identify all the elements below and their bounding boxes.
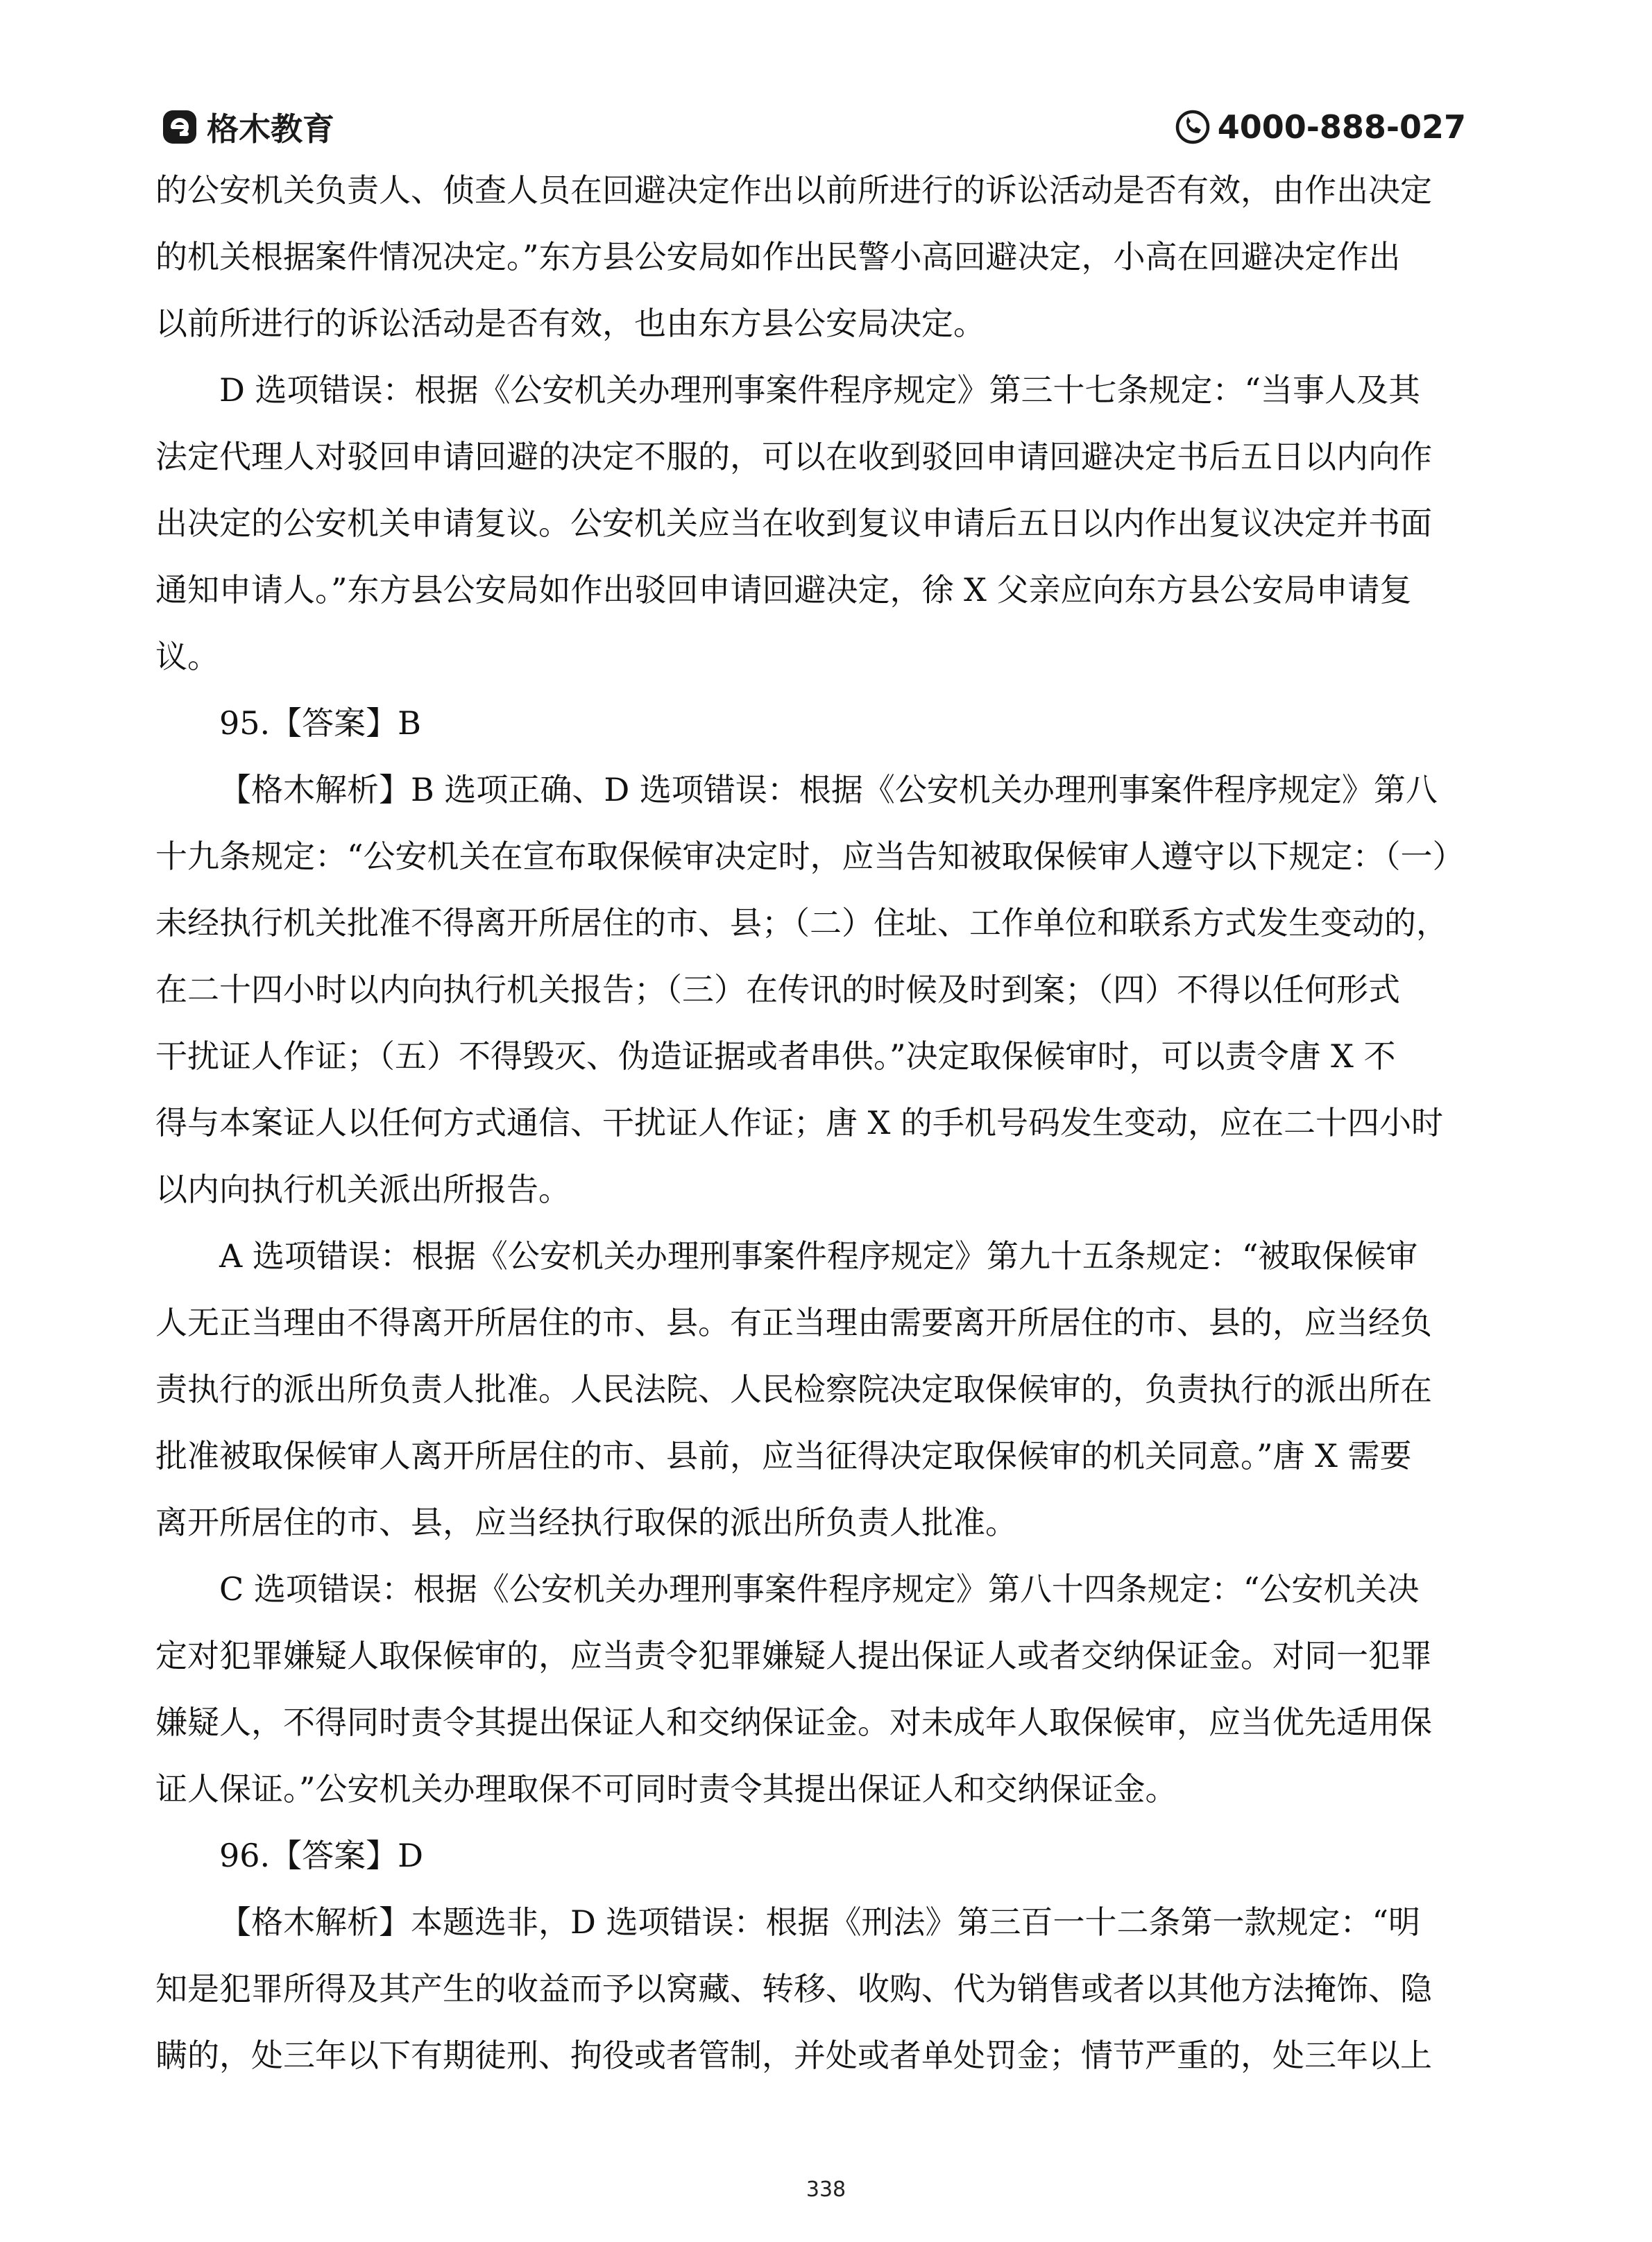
text-line: 【格木解析】B 选项正确、D 选项错误：根据《公安机关办理刑事案件程序规定》第八 xyxy=(219,771,1438,808)
text-line: 议。 xyxy=(155,638,219,675)
text-line: 干扰证人作证；（五）不得毁灭、伪造证据或者串供。”决定取保候审时，可以责令唐 X 不 xyxy=(155,1037,1396,1075)
text-line: 十九条规定：“公安机关在宣布取保候审决定时，应当告知被取保候审人遵守以下规定：（一） xyxy=(155,838,1465,875)
text-line: 责执行的派出所负责人批准。人民法院、人民检察院决定取保候审的，负责执行的派出所在 xyxy=(155,1370,1432,1408)
page-number: 338 xyxy=(806,2177,846,2202)
text-line: 未经执行机关批准不得离开所居住的市、县；（二）住址、工作单位和联系方式发生变动的， xyxy=(155,904,1448,942)
text-line: 出决定的公安机关申请复议。公安机关应当在收到复议申请后五日以内作出复议决定并书面 xyxy=(155,504,1432,542)
text-line: 知是犯罪所得及其产生的收益而予以窝藏、转移、收购、代为销售或者以其他方法掩饰、隐 xyxy=(155,1970,1432,2007)
phone-number: 4000-888-027 xyxy=(1217,108,1466,146)
text-line: D 选项错误：根据《公安机关办理刑事案件程序规定》第三十七条规定：“当事人及其 xyxy=(219,371,1421,409)
text-line: 法定代理人对驳回申请回避的决定不服的，可以在收到驳回申请回避决定书后五日以内向作 xyxy=(155,438,1432,475)
text-line: 证人保证。”公安机关办理取保不可同时责令其提出保证人和交纳保证金。 xyxy=(155,1770,1177,1808)
text-line: 的公安机关负责人、侦查人员在回避决定作出以前所进行的诉讼活动是否有效，由作出决定 xyxy=(155,171,1432,209)
text-line: 瞒的，处三年以下有期徒刑、拘役或者管制，并处或者单处罚金；情节严重的，处三年以上 xyxy=(155,2037,1432,2074)
text-line: 定对犯罪嫌疑人取保候审的，应当责令犯罪嫌疑人提出保证人或者交纳保证金。对同一犯罪 xyxy=(155,1637,1432,1674)
text-line: 离开所居住的市、县，应当经执行取保的派出所负责人批准。 xyxy=(155,1504,1017,1541)
text-line: 【格木解析】本题选非，D 选项错误：根据《刑法》第三百一十二条第一款规定：“明 xyxy=(219,1903,1421,1941)
gemu-logo-icon xyxy=(161,108,198,146)
text-line: 嫌疑人，不得同时责令其提出保证人和交纳保证金。对未成年人取保候审，应当优先适用保 xyxy=(155,1704,1432,1741)
text-line: 的机关根据案件情况决定。”东方县公安局如作出民警小高回避决定，小高在回避决定作出 xyxy=(155,238,1401,275)
text-line: 在二十四小时以内向执行机关报告；（三）在传讯的时候及时到案；（四）不得以任何形式 xyxy=(155,971,1400,1008)
text-line: A 选项错误：根据《公安机关办理刑事案件程序规定》第九十五条规定：“被取保候审 xyxy=(219,1237,1418,1275)
answer-heading: 96.【答案】D xyxy=(219,1837,424,1874)
phone-contact xyxy=(1175,108,1466,146)
text-line: 得与本案证人以任何方式通信、干扰证人作证；唐 X 的手机号码发生变动，应在二十四小时 xyxy=(155,1104,1443,1141)
brand xyxy=(161,104,334,150)
text-line: 通知申请人。”东方县公安局如作出驳回申请回避决定，徐 X 父亲应向东方县公安局申请复 xyxy=(155,571,1412,609)
text-line: C 选项错误：根据《公安机关办理刑事案件程序规定》第八十四条规定：“公安机关决 xyxy=(219,1570,1420,1608)
page-header xyxy=(161,104,1466,150)
phone-icon xyxy=(1175,109,1211,145)
text-line: 批准被取保候审人离开所居住的市、县前，应当征得决定取保候审的机关同意。”唐 X 需要 xyxy=(155,1437,1412,1475)
brand-name: 格木教育 xyxy=(207,110,334,148)
text-line: 以前所进行的诉讼活动是否有效，也由东方县公安局决定。 xyxy=(155,305,985,342)
text-line: 以内向执行机关派出所报告。 xyxy=(155,1171,570,1208)
document-body xyxy=(155,157,1498,2089)
text-line: 人无正当理由不得离开所居住的市、县。有正当理由需要离开所居住的市、县的，应当经负 xyxy=(155,1304,1432,1341)
answer-heading: 95.【答案】B xyxy=(219,704,421,742)
